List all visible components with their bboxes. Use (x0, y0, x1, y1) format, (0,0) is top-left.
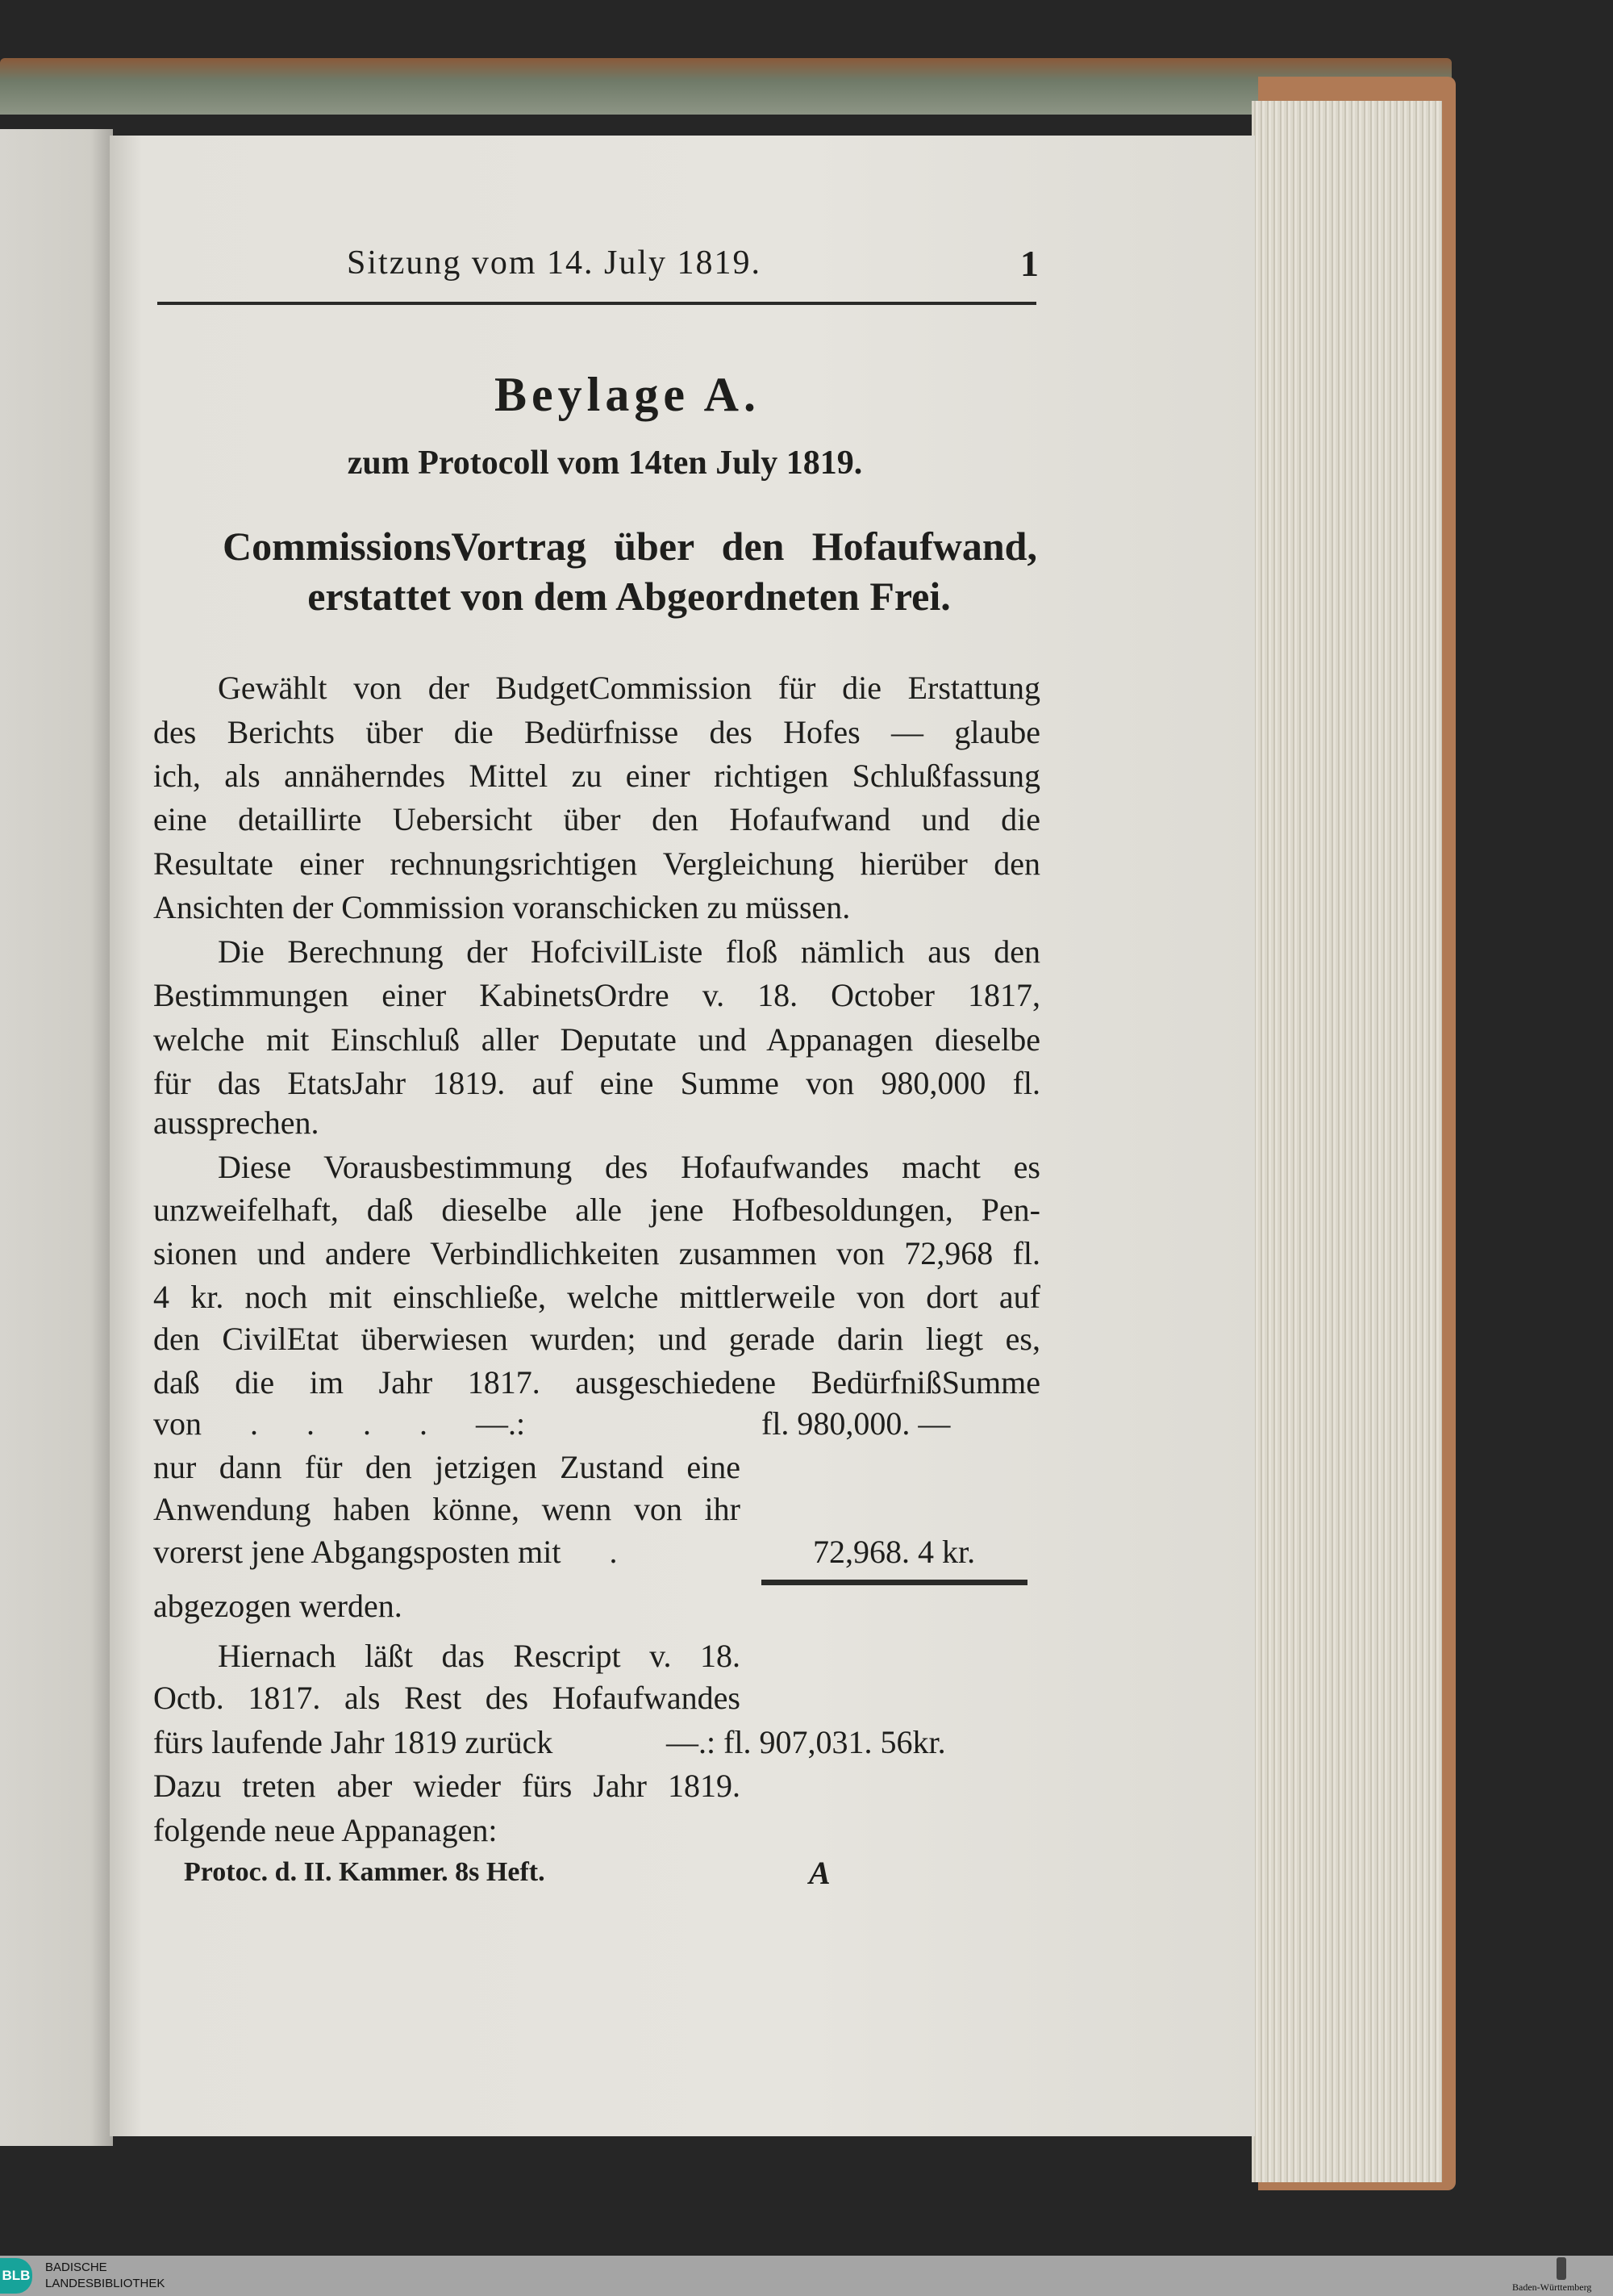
book-cover-top (0, 58, 1452, 115)
body-line: Octb. 1817. als Rest des Hofaufwandes (153, 1680, 740, 1716)
body-line: folgende neue Appanagen: (153, 1812, 498, 1848)
body-line: für das EtatsJahr 1819. auf eine Summe von 980,000 fl. (153, 1065, 1040, 1101)
blb-logo: BLB (0, 2258, 32, 2294)
body-line: den CivilEtat überwiesen wurden; und gerade darin liegt es, (153, 1321, 1040, 1357)
document-title: Beylage A. (494, 368, 761, 421)
body-line: eine detaillirte Uebersicht über den Hofaufwand und die (153, 801, 1040, 837)
document-subtitle: zum Protocoll vom 14ten July 1819. (347, 445, 863, 482)
body-line: nur dann für den jetzigen Zustand eine (153, 1449, 740, 1485)
body-line: des Berichts über die Bedürfnisse des Hofes — glaube (153, 714, 1040, 750)
amount-deduction: 72,968. 4 kr. (813, 1534, 976, 1570)
footer-signature-mark: A (809, 1855, 831, 1891)
header-rule (157, 302, 1036, 305)
state-label: Baden-Württemberg (1512, 2281, 1592, 2293)
body-line: abgezogen werden. (153, 1588, 402, 1624)
body-line: vorerst jene Abgangsposten mit . (153, 1534, 618, 1570)
left-page (0, 129, 113, 2146)
library-footer-bar (0, 2256, 1613, 2296)
body-line: Diese Vorausbestimmung des Hofaufwandes macht es (218, 1149, 1040, 1185)
sum-rule (761, 1580, 1027, 1585)
library-name-line-2: LANDESBIBLIOTHEK (45, 2277, 165, 2290)
body-line: unzweifelhaft, daß dieselbe alle jene Hofbesoldungen, Pen- (153, 1192, 1040, 1228)
body-line: fürs laufende Jahr 1819 zurück (153, 1724, 553, 1760)
body-line: aussprechen. (153, 1104, 319, 1141)
body-line: Anwendung haben könne, wenn von ihr (153, 1491, 740, 1527)
running-title: Sitzung vom 14. July 1819. (347, 244, 762, 282)
body-line: Die Berechnung der HofcivilListe floß nämlich aus den (218, 933, 1040, 970)
page-number: 1 (1020, 243, 1039, 284)
body-line: daß die im Jahr 1817. ausgeschiedene BedürfnißSumme (153, 1364, 1040, 1401)
body-line: welche mit Einschluß aller Deputate und Appanagen dieselbe (153, 1021, 1040, 1058)
body-line: Bestimmungen einer KabinetsOrdre v. 18. October 1817, (153, 977, 1040, 1013)
coat-of-arms-icon (1557, 2257, 1566, 2280)
heading-line-1: CommissionsVortrag über den Hofaufwand, (223, 524, 1037, 569)
amount-remainder: —.: fl. 907,031. 56kr. (666, 1724, 946, 1760)
body-line: ich, als annäherndes Mittel zu einer richtigen Schlußfassung (153, 758, 1040, 794)
body-line: Resultate einer rechnungsrichtigen Vergleichung hierüber den (153, 845, 1040, 882)
body-line: Gewählt von der BudgetCommission für die Erstattung (218, 670, 1040, 706)
body-line: von . . . . —.: (153, 1405, 526, 1442)
body-line: sionen und andere Verbindlichkeiten zusammen von 72,968 fl. (153, 1235, 1040, 1271)
page-edges (1252, 101, 1442, 2182)
footer-signature-line: Protoc. d. II. Kammer. 8s Heft. (184, 1857, 545, 1887)
amount-total: fl. 980,000. — (761, 1405, 951, 1442)
body-line: Ansichten der Commission voranschicken zu müssen. (153, 889, 851, 925)
heading-line-2: erstattet von dem Abgeordneten Frei. (307, 574, 951, 619)
body-line: Hiernach läßt das Rescript v. 18. (218, 1638, 740, 1674)
body-line: 4 kr. noch mit einschließe, welche mittlerweile von dort auf (153, 1279, 1040, 1315)
body-line: Dazu treten aber wieder fürs Jahr 1819. (153, 1768, 740, 1804)
library-name-line-1: BADISCHE (45, 2261, 107, 2274)
